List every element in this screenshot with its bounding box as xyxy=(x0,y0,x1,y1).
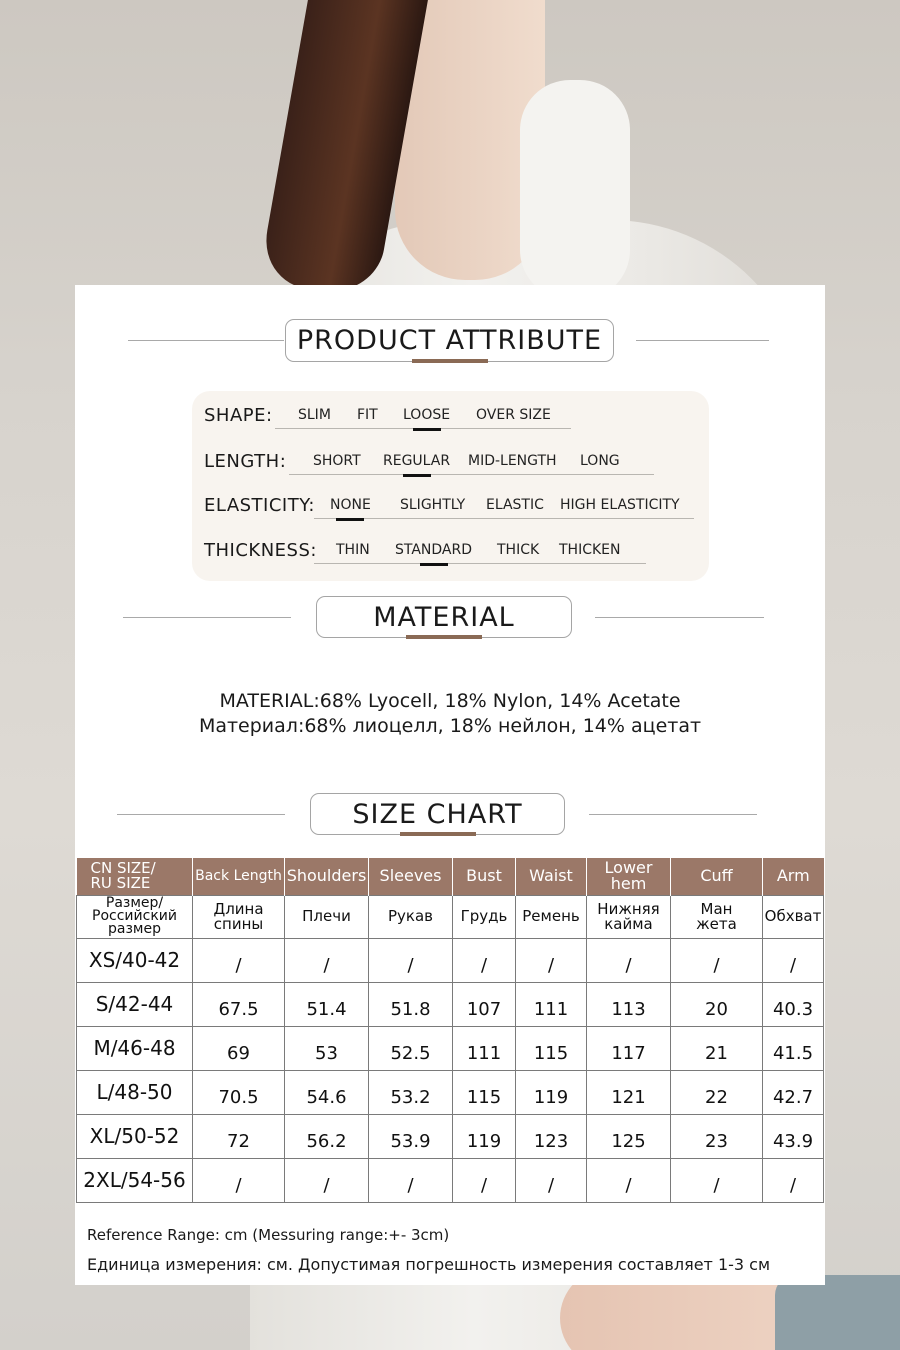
measurement-cell: / xyxy=(285,1158,369,1202)
measurement-cell: / xyxy=(369,938,453,982)
measurement-cell: 53.9 xyxy=(369,1114,453,1158)
measurement-cell: 123 xyxy=(516,1114,587,1158)
attribute-section-title xyxy=(285,319,614,362)
measurement-cell: 113 xyxy=(587,982,671,1026)
measurement-cell: 56.2 xyxy=(285,1114,369,1158)
material-section-title xyxy=(316,596,572,638)
table-row xyxy=(77,982,824,1026)
measurement-cell: / xyxy=(587,938,671,982)
measurement-cell: 119 xyxy=(516,1070,587,1114)
attr-option: FIT xyxy=(357,407,378,423)
column-header-ru: Рукав xyxy=(369,895,453,938)
measurement-cell: / xyxy=(453,938,516,982)
size-chart-title-text: SIZE CHART xyxy=(352,798,523,830)
attr-option: SLIM xyxy=(298,407,331,423)
measurement-cell: / xyxy=(453,1158,516,1202)
table-row xyxy=(77,1114,824,1158)
title-accent-bar xyxy=(400,832,476,836)
measurement-cell: / xyxy=(285,938,369,982)
material-line-ru: Материал:68% лиоцелл, 18% нейлон, 14% ацетат xyxy=(198,715,702,737)
attr-row-thickness xyxy=(192,532,709,572)
measurement-cell: 117 xyxy=(587,1026,671,1070)
measurement-cell: 115 xyxy=(453,1070,516,1114)
column-header: Arm xyxy=(763,858,824,895)
measurement-cell: 115 xyxy=(516,1026,587,1070)
measurement-cell: 22 xyxy=(671,1070,763,1114)
column-header-ru: Длина спины xyxy=(193,895,285,938)
measurement-cell: 43.9 xyxy=(763,1114,824,1158)
size-table xyxy=(76,858,824,1203)
attr-label: THICKNESS: xyxy=(204,540,317,561)
column-header: Lower hem xyxy=(587,858,671,895)
table-row xyxy=(77,1026,824,1070)
attr-option-selected: REGULAR xyxy=(383,453,451,469)
attr-option: THICKEN xyxy=(559,542,621,558)
photo-jeans xyxy=(775,1275,900,1350)
measurement-cell: 40.3 xyxy=(763,982,824,1026)
column-header-ru: Плечи xyxy=(285,895,369,938)
measurement-cell: / xyxy=(587,1158,671,1202)
size-label-cell: XS/40-42 xyxy=(77,938,193,982)
table-header-row xyxy=(77,858,824,895)
title-accent-bar xyxy=(412,359,488,363)
measurement-cell: 54.6 xyxy=(285,1070,369,1114)
measurement-cell: 42.7 xyxy=(763,1070,824,1114)
measurement-cell: 111 xyxy=(453,1026,516,1070)
attr-option: ELASTIC xyxy=(486,497,544,513)
size-chart-section-title xyxy=(310,793,565,835)
measurement-cell: 70.5 xyxy=(193,1070,285,1114)
divider-line xyxy=(589,814,757,815)
table-row xyxy=(77,1070,824,1114)
measurement-cell: / xyxy=(671,938,763,982)
size-label-cell: XL/50-52 xyxy=(77,1114,193,1158)
attr-option: THIN xyxy=(336,542,370,558)
divider-line xyxy=(636,340,769,341)
size-label-cell: 2XL/54-56 xyxy=(77,1158,193,1202)
material-line-en: MATERIAL:68% Lyocell, 18% Nylon, 14% Acetate xyxy=(219,690,681,712)
column-header: Back Length xyxy=(193,858,285,895)
column-header-ru: Грудь xyxy=(453,895,516,938)
attr-option-selected: STANDARD xyxy=(395,542,473,558)
attribute-box xyxy=(192,391,709,581)
attr-underline xyxy=(314,518,694,519)
attr-row-shape xyxy=(192,397,709,437)
measurement-cell: 69 xyxy=(193,1026,285,1070)
column-header: Waist xyxy=(516,858,587,895)
measurement-cell: 21 xyxy=(671,1026,763,1070)
size-label-cell: S/42-44 xyxy=(77,982,193,1026)
divider-line xyxy=(117,814,285,815)
measurement-cell: 119 xyxy=(453,1114,516,1158)
attr-option-selected: NONE xyxy=(330,497,371,513)
measurement-cell: 53 xyxy=(285,1026,369,1070)
measurement-cell: 51.8 xyxy=(369,982,453,1026)
measurement-cell: 107 xyxy=(453,982,516,1026)
measurement-cell: 52.5 xyxy=(369,1026,453,1070)
measurement-cell: 23 xyxy=(671,1114,763,1158)
column-header: Bust xyxy=(453,858,516,895)
measurement-cell: 125 xyxy=(587,1114,671,1158)
column-header: Shoulders xyxy=(285,858,369,895)
measurement-cell: / xyxy=(193,1158,285,1202)
column-header: Sleeves xyxy=(369,858,453,895)
attr-label: LENGTH: xyxy=(204,451,287,472)
attr-option: OVER SIZE xyxy=(476,407,551,423)
column-header-ru: Обхват xyxy=(763,895,824,938)
reference-note-ru: Единица измерения: см. Допустимая погрешность измерения составляет 1-3 см xyxy=(87,1255,771,1274)
info-card xyxy=(75,285,825,1285)
material-title-text: MATERIAL xyxy=(373,601,515,633)
measurement-cell: 111 xyxy=(516,982,587,1026)
measurement-cell: / xyxy=(516,1158,587,1202)
measurement-cell: 53.2 xyxy=(369,1070,453,1114)
measurement-cell: / xyxy=(671,1158,763,1202)
measurement-cell: 72 xyxy=(193,1114,285,1158)
divider-line xyxy=(128,340,284,341)
table-row xyxy=(77,938,824,982)
measurement-cell: 20 xyxy=(671,982,763,1026)
attr-underline xyxy=(314,563,646,564)
measurement-cell: 121 xyxy=(587,1070,671,1114)
measurement-cell: / xyxy=(763,1158,824,1202)
column-header-ru: Ремень xyxy=(516,895,587,938)
measurement-cell: 41.5 xyxy=(763,1026,824,1070)
reference-note-en: Reference Range: cm (Messuring range:+- 3cm) xyxy=(87,1226,450,1244)
photo-ruffle-collar xyxy=(520,80,630,300)
title-accent-bar xyxy=(406,635,482,639)
divider-line xyxy=(595,617,764,618)
column-header: Cuff xyxy=(671,858,763,895)
attr-label: ELASTICITY: xyxy=(204,495,315,516)
attribute-title-text: PRODUCT ATTRIBUTE xyxy=(296,325,603,356)
divider-line xyxy=(123,617,291,618)
attr-row-length xyxy=(192,443,709,483)
column-header: CN SIZE/ RU SIZE xyxy=(77,858,193,895)
measurement-cell: / xyxy=(369,1158,453,1202)
measurement-cell: 67.5 xyxy=(193,982,285,1026)
measurement-cell: 51.4 xyxy=(285,982,369,1026)
attr-row-elasticity xyxy=(192,487,709,527)
attr-option: THICK xyxy=(497,542,540,558)
measurement-cell: / xyxy=(516,938,587,982)
size-label-cell: L/48-50 xyxy=(77,1070,193,1114)
column-header-ru: Размер/ Российский размер xyxy=(77,895,193,938)
column-header-ru: Нижняя кайма xyxy=(587,895,671,938)
column-header-ru: Ман жета xyxy=(671,895,763,938)
table-header-ru-row xyxy=(77,895,824,938)
attr-underline xyxy=(289,474,654,475)
attr-option: SHORT xyxy=(313,453,361,469)
attr-option: MID-LENGTH xyxy=(468,453,557,469)
attr-option: SLIGHTLY xyxy=(400,497,466,513)
size-label-cell: M/46-48 xyxy=(77,1026,193,1070)
measurement-cell: / xyxy=(763,938,824,982)
attr-option: LONG xyxy=(580,453,620,469)
attr-option: HIGH ELASTICITY xyxy=(560,497,680,513)
attr-option-selected: LOOSE xyxy=(403,407,451,423)
attr-label: SHAPE: xyxy=(204,405,273,426)
table-row xyxy=(77,1158,824,1202)
measurement-cell: / xyxy=(193,938,285,982)
